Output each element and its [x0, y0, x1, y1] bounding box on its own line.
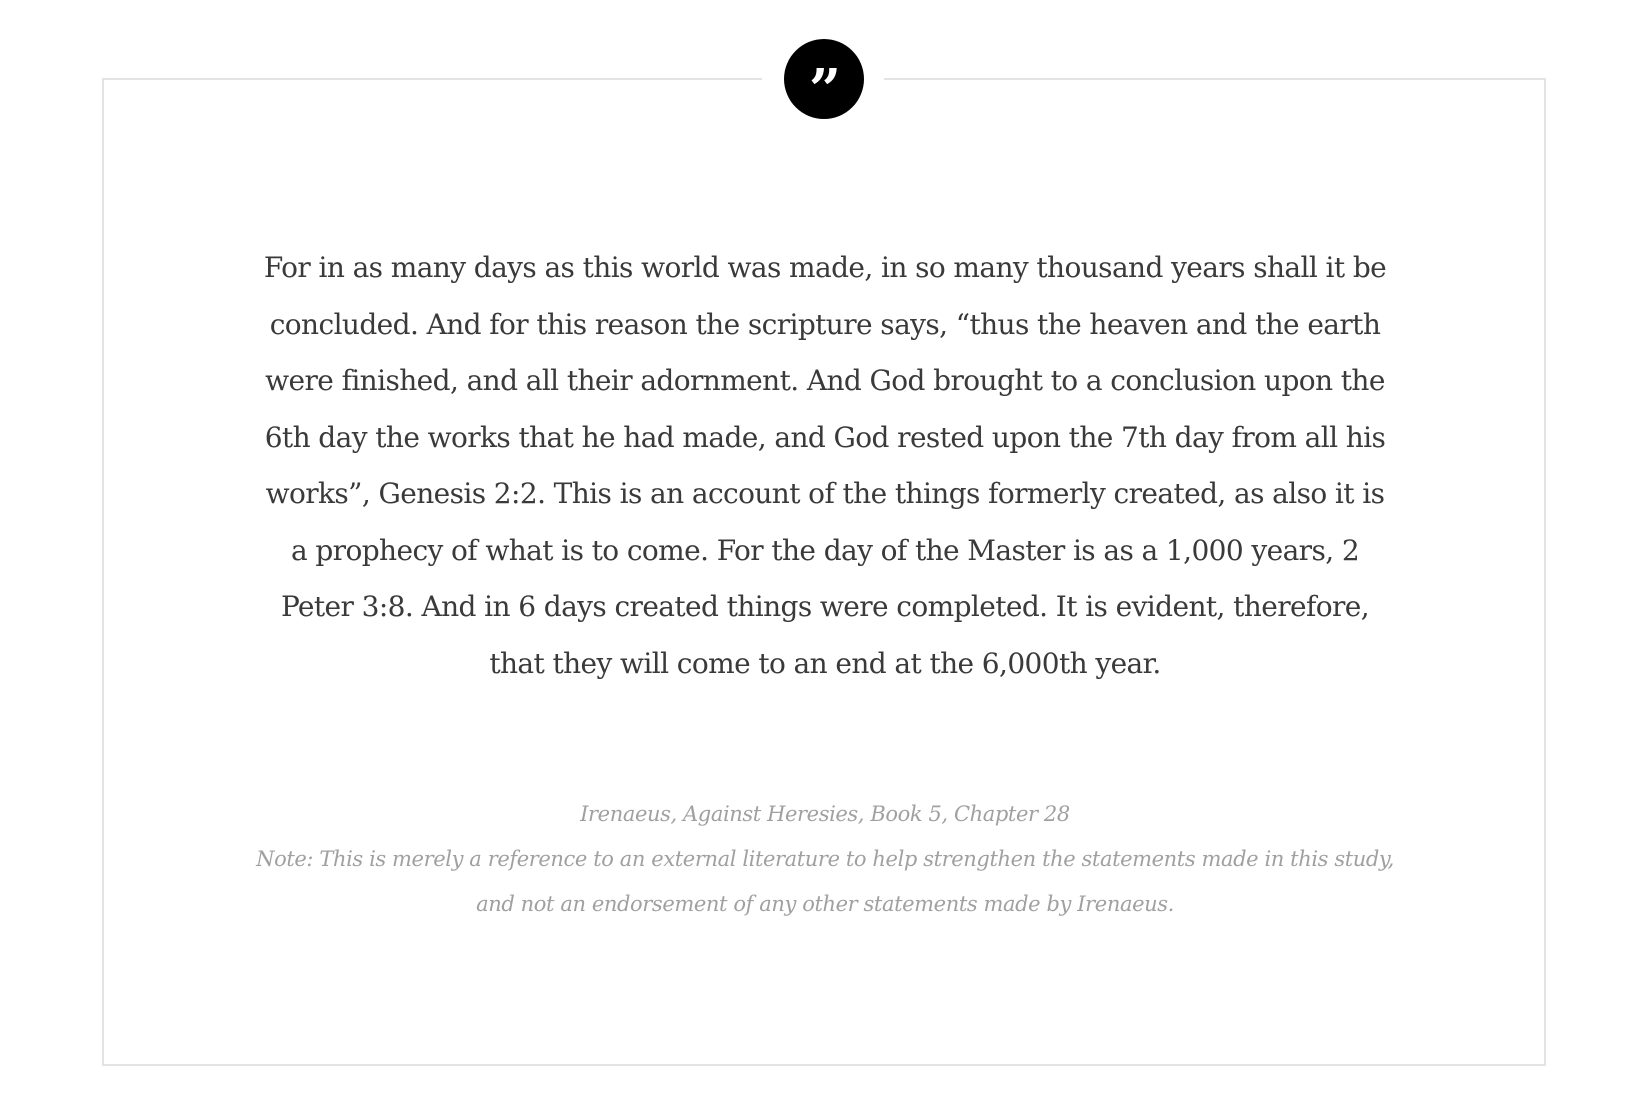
quote-text: For in as many days as this world was made, in so many thousand years shall it be concluded. And for this reason the scripture says, “thus the heaven and the earth were finished, and all their adornment. And God brought to a conclusion upon the 6th day the works that he had made, and God rested upon the 7th day from all his works”, Genesis 2:2. This is an account of the things formerly created, as also it is a prophecy of what is to come. For the day of the Master is as a 1,000 years, 2 Peter 3:8. And in 6 days created things were completed. It is evident, therefore, that they will come to an end at the 6,000th year.: [263, 251, 1387, 680]
quote-badge: [784, 39, 864, 123]
quote-note: Note: This is merely a reference to an external literature to help strengthen the statements made in this study, and not an endorsement of any other statements made by Irenaeus.: [256, 847, 1394, 916]
quote-footer: [255, 792, 1395, 927]
quote-citation: Irenaeus, Against Heresies, Book 5, Chapter 28: [580, 802, 1070, 826]
quote-mark-icon: ”: [808, 57, 840, 123]
